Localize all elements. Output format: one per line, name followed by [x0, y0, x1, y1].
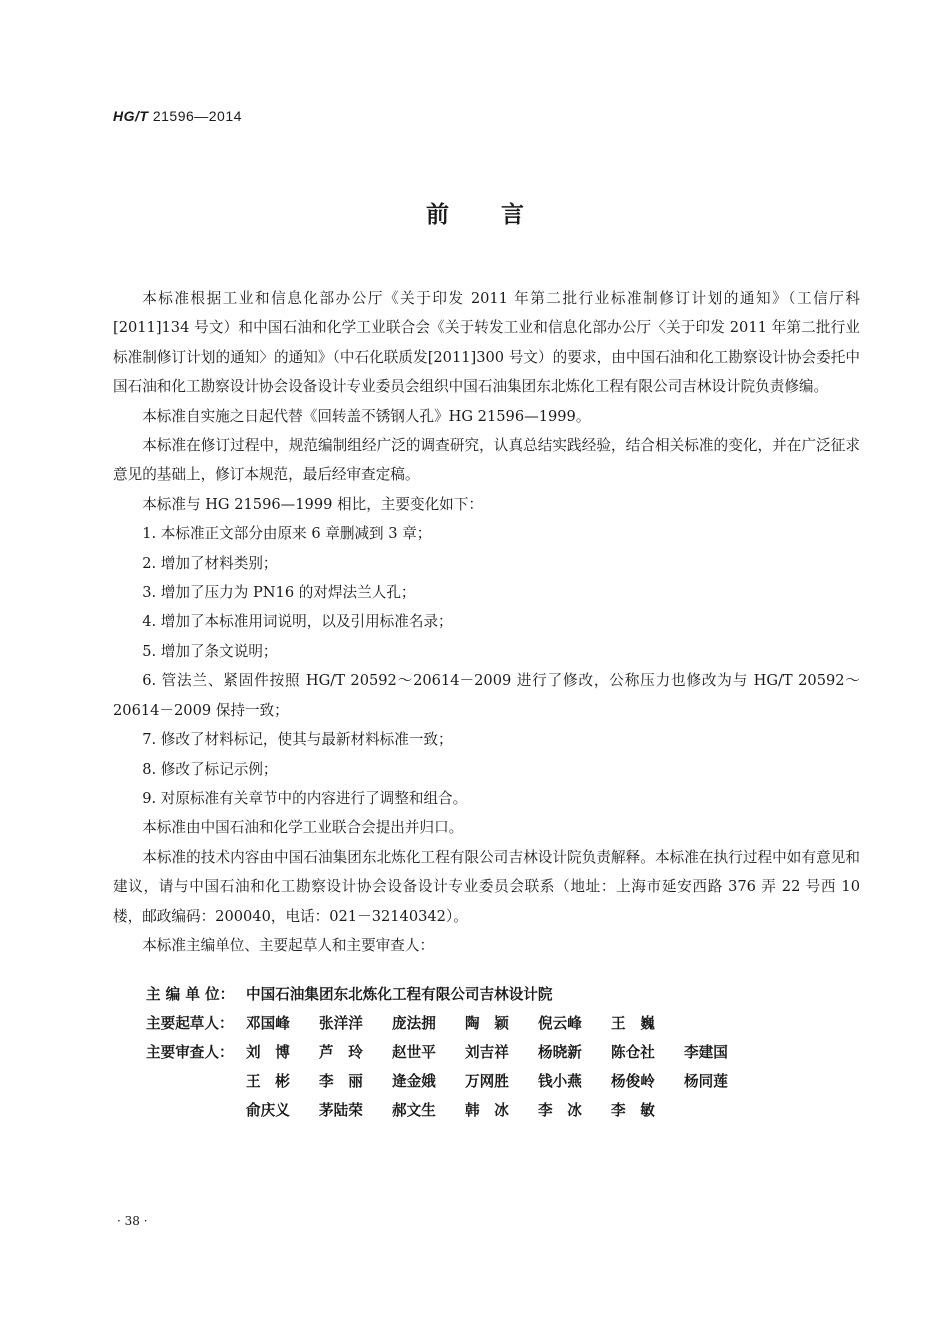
reviewer-name: 芦 玲 — [319, 1044, 363, 1061]
reviewers-names — [246, 1038, 757, 1067]
reviewers-names — [246, 1096, 684, 1125]
reviewers-names — [246, 1067, 757, 1096]
editor-row — [146, 980, 757, 1009]
reviewer-name: 刘 博 — [246, 1044, 290, 1061]
reviewer-name: 郝文生 — [392, 1102, 436, 1119]
reviewer-name: 陈仓社 — [611, 1044, 655, 1061]
drafters-row — [146, 1009, 757, 1038]
drafter-name: 王 巍 — [611, 1015, 655, 1032]
change-item-5: 5. 增加了条文说明； — [142, 642, 278, 660]
paragraph-proposer: 本标准由中国石油和化学工业联合会提出并归口。 — [142, 819, 464, 837]
reviewer-name: 茅陆荣 — [319, 1102, 363, 1119]
document-code — [113, 108, 242, 124]
paragraph-revision-process: 本标准在修订过程中，规范编制组经广泛的调查研究，认真总结实践经验，结合相关标准的变化，并在广泛征求意见的基础上，修订本规范，最后经审查定稿。 — [113, 437, 860, 484]
change-item-4: 4. 增加了本标准用词说明，以及引用标准名录； — [142, 613, 453, 631]
reviewer-name: 李 冰 — [538, 1102, 582, 1119]
reviewer-name: 王 彬 — [246, 1073, 290, 1090]
change-item-8: 8. 修改了标记示例； — [142, 760, 278, 778]
paragraph-basis: 本标准根据工业和信息化部办公厅《关于印发 2011 年第二批行业标准制修订计划的通知》（工信厅科[2011]134 号文）和中国石油和化学工业联合会《关于转发工业和信息化部办公厅〈关于印发 2011 年第二批行业标准制修订计划的通知〉的通知》（中石化联质发[2011]300 号文）的要求，由中国石油和化工勘察设计协会委托中国石油和化工勘察设计协会设备设计专业委员会组织中国石油集团东北炼化工程有限公司吉林设计院负责修编。 — [113, 290, 860, 396]
drafter-name: 倪云峰 — [538, 1015, 582, 1032]
drafter-name: 张洋洋 — [319, 1015, 363, 1032]
reviewer-name: 钱小燕 — [538, 1073, 582, 1090]
reviewer-name: 逄金娥 — [392, 1073, 436, 1090]
editor-value: 中国石油集团东北炼化工程有限公司吉林设计院 — [246, 986, 553, 1003]
change-item-6: 6. 管法兰、紧固件按照 HG/T 20592～20614－2009 进行了修改，公称压力也修改为与 HG/T 20592～20614－2009 保持一致； — [113, 672, 860, 719]
drafters-label: 主要起草人： — [146, 1015, 234, 1032]
reviewer-name: 李建国 — [684, 1044, 728, 1061]
reviewer-name: 李 丽 — [319, 1073, 363, 1090]
reviewer-name: 杨晓新 — [538, 1044, 582, 1061]
paragraph-interpretation: 本标准的技术内容由中国石油集团东北炼化工程有限公司吉林设计院负责解释。本标准在执行过程中如有意见和建议，请与中国石油和化工勘察设计协会设备设计专业委员会联系（地址：上海市延安西路 376 弄 22 号西 10 楼，邮政编码：200040，电话：021－32140342）。 — [113, 848, 860, 925]
paragraph-replacement: 本标准自实施之日起代替《回转盖不锈钢人孔》HG 21596—1999。 — [142, 407, 591, 425]
reviewer-name: 韩 冰 — [465, 1102, 509, 1119]
paragraph-changes-intro: 本标准与 HG 21596—1999 相比，主要变化如下： — [142, 495, 483, 513]
change-item-9: 9. 对原标准有关章节中的内容进行了调整和组合。 — [142, 789, 468, 807]
document-code-prefix: HG/T — [113, 108, 149, 124]
drafters-names — [246, 1009, 684, 1038]
reviewer-name: 赵世平 — [392, 1044, 436, 1061]
drafter-name: 庞法拥 — [392, 1015, 436, 1032]
change-item-3: 3. 增加了压力为 PN16 的对焊法兰人孔； — [142, 584, 416, 602]
page-number: · 38 · — [117, 1214, 148, 1228]
document-code-number: 21596—2014 — [152, 108, 242, 124]
editor-label: 主 编 单 位： — [146, 986, 235, 1003]
reviewer-name: 杨同莲 — [684, 1073, 728, 1090]
reviewers-row-2 — [146, 1067, 757, 1096]
drafter-name: 邓国峰 — [246, 1015, 290, 1032]
credits-block — [146, 980, 757, 1125]
reviewers-label: 主要审查人： — [146, 1044, 234, 1061]
reviewer-name: 李 敏 — [611, 1102, 655, 1119]
reviewer-name: 万网胜 — [465, 1073, 509, 1090]
change-item-7: 7. 修改了材料标记，使其与最新材料标准一致； — [142, 731, 453, 749]
page-title: 前言 — [426, 201, 576, 228]
reviewer-name: 刘吉祥 — [465, 1044, 509, 1061]
drafter-name: 陶 颖 — [465, 1015, 509, 1032]
preface-body — [113, 284, 860, 960]
reviewers-row-1 — [146, 1038, 757, 1067]
reviewer-name: 俞庆义 — [246, 1102, 290, 1119]
reviewers-row-3 — [146, 1096, 757, 1125]
reviewer-name: 杨俊岭 — [611, 1073, 655, 1090]
change-item-2: 2. 增加了材料类别； — [142, 554, 278, 572]
paragraph-credits-intro: 本标准主编单位、主要起草人和主要审查人： — [142, 936, 435, 954]
change-item-1: 1. 本标准正文部分由原来 6 章删减到 3 章； — [142, 525, 432, 543]
